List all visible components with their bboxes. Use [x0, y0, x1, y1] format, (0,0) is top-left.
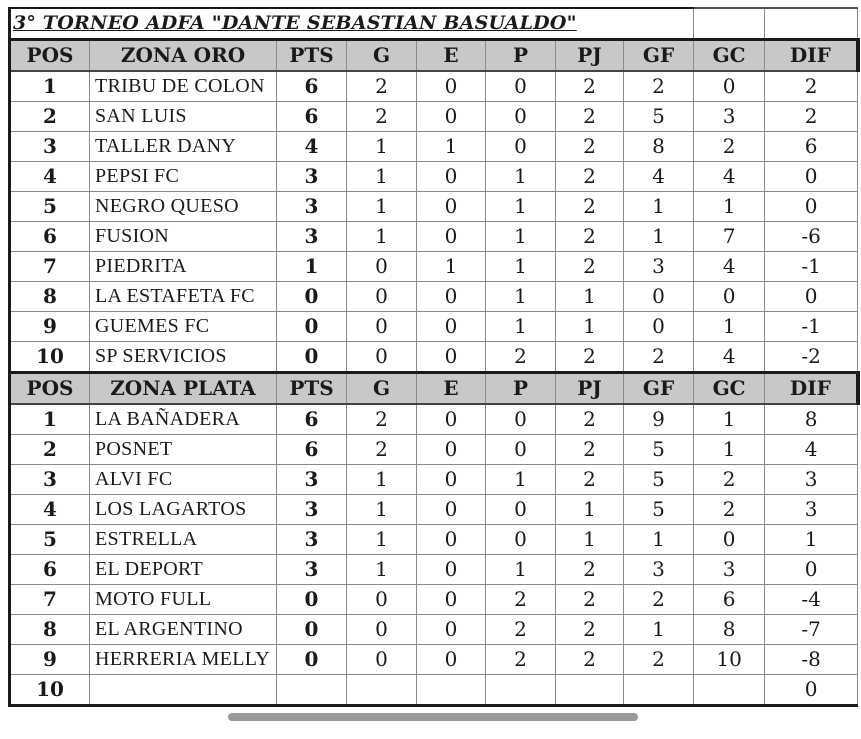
table-row — [10, 102, 858, 132]
table-row — [10, 282, 858, 312]
pts-cell[interactable]: 6 — [277, 404, 347, 435]
pts-cell[interactable]: 3 — [277, 525, 347, 555]
pts-cell[interactable]: 3 — [277, 222, 347, 252]
column-header-p[interactable]: P — [486, 40, 556, 72]
p-cell[interactable]: 0 — [486, 525, 556, 555]
team-name-cell[interactable]: PEPSI FC — [90, 162, 277, 192]
gc-cell[interactable]: 2 — [694, 495, 765, 525]
gf-cell[interactable]: 3 — [624, 252, 694, 282]
e-cell[interactable]: 0 — [417, 342, 486, 373]
pos-cell[interactable]: 9 — [10, 312, 90, 342]
pos-cell[interactable]: 1 — [10, 404, 90, 435]
gc-cell[interactable]: 1 — [694, 435, 765, 465]
g-cell[interactable]: 1 — [347, 525, 417, 555]
pos-cell[interactable]: 10 — [10, 342, 90, 373]
table-row — [10, 675, 858, 706]
e-cell[interactable]: 0 — [417, 585, 486, 615]
p-cell[interactable]: 1 — [486, 312, 556, 342]
team-name-cell[interactable]: SP SERVICIOS — [90, 342, 277, 373]
zona_plata-header-row — [10, 373, 858, 405]
dif-cell[interactable]: 8 — [765, 404, 858, 435]
g-cell[interactable]: 0 — [347, 282, 417, 312]
pj-cell[interactable]: 2 — [556, 342, 624, 373]
column-header-pj[interactable]: PJ — [556, 40, 624, 72]
pos-cell[interactable]: 5 — [10, 525, 90, 555]
zone-label[interactable]: ZONA PLATA — [90, 373, 277, 405]
pts-cell[interactable]: 0 — [277, 282, 347, 312]
pj-cell[interactable]: 2 — [556, 252, 624, 282]
p-cell[interactable]: 2 — [486, 615, 556, 645]
team-name-cell[interactable]: TALLER DANY — [90, 132, 277, 162]
dif-cell[interactable]: 2 — [765, 71, 858, 102]
gf-cell[interactable] — [624, 675, 694, 706]
column-header-gf[interactable]: GF — [624, 373, 694, 405]
gf-cell[interactable]: 0 — [624, 282, 694, 312]
table-row — [10, 312, 858, 342]
pj-cell[interactable]: 2 — [556, 222, 624, 252]
standings-table — [8, 7, 860, 707]
team-name-cell[interactable]: EL ARGENTINO — [90, 615, 277, 645]
blank-cell[interactable] — [765, 8, 858, 40]
gf-cell[interactable]: 1 — [624, 192, 694, 222]
dif-cell[interactable]: 6 — [765, 132, 858, 162]
gc-cell[interactable]: 1 — [694, 404, 765, 435]
pts-cell[interactable]: 0 — [277, 312, 347, 342]
g-cell[interactable]: 1 — [347, 162, 417, 192]
gc-cell[interactable]: 7 — [694, 222, 765, 252]
e-cell[interactable]: 0 — [417, 465, 486, 495]
team-name-cell[interactable]: EL DEPORT — [90, 555, 277, 585]
dif-cell[interactable]: 3 — [765, 465, 858, 495]
team-name-cell[interactable]: ESTRELLA — [90, 525, 277, 555]
g-cell[interactable]: 1 — [347, 495, 417, 525]
column-header-g[interactable]: G — [347, 40, 417, 72]
e-cell[interactable]: 0 — [417, 525, 486, 555]
dif-cell[interactable]: -6 — [765, 222, 858, 252]
pos-cell[interactable]: 3 — [10, 465, 90, 495]
g-cell[interactable]: 0 — [347, 615, 417, 645]
pts-cell[interactable]: 6 — [277, 71, 347, 102]
gc-cell[interactable]: 1 — [694, 312, 765, 342]
column-header-e[interactable]: E — [417, 373, 486, 405]
table-row — [10, 585, 858, 615]
p-cell[interactable]: 1 — [486, 465, 556, 495]
pts-cell[interactable]: 6 — [277, 435, 347, 465]
pj-cell[interactable]: 2 — [556, 435, 624, 465]
g-cell[interactable]: 0 — [347, 342, 417, 373]
pj-cell[interactable]: 2 — [556, 465, 624, 495]
column-header-pos[interactable]: POS — [10, 40, 90, 72]
pts-cell[interactable]: 3 — [277, 555, 347, 585]
pj-cell[interactable]: 2 — [556, 71, 624, 102]
dif-cell[interactable]: -1 — [765, 312, 858, 342]
gc-cell[interactable]: 0 — [694, 71, 765, 102]
e-cell[interactable]: 1 — [417, 132, 486, 162]
team-name-cell[interactable]: SAN LUIS — [90, 102, 277, 132]
pj-cell[interactable]: 1 — [556, 282, 624, 312]
pts-cell[interactable]: 4 — [277, 132, 347, 162]
p-cell[interactable]: 0 — [486, 102, 556, 132]
gf-cell[interactable]: 4 — [624, 162, 694, 192]
pos-cell[interactable]: 5 — [10, 192, 90, 222]
pts-cell[interactable] — [277, 675, 347, 706]
pts-cell[interactable]: 3 — [277, 465, 347, 495]
gf-cell[interactable]: 8 — [624, 132, 694, 162]
pos-cell[interactable]: 7 — [10, 585, 90, 615]
pos-cell[interactable]: 3 — [10, 132, 90, 162]
pos-cell[interactable]: 10 — [10, 675, 90, 706]
pj-cell[interactable]: 2 — [556, 192, 624, 222]
gf-cell[interactable]: 0 — [624, 312, 694, 342]
g-cell[interactable]: 0 — [347, 585, 417, 615]
g-cell[interactable]: 0 — [347, 312, 417, 342]
pts-cell[interactable]: 6 — [277, 102, 347, 132]
team-name-cell[interactable]: NEGRO QUESO — [90, 192, 277, 222]
table-row — [10, 71, 858, 102]
dif-cell[interactable]: 4 — [765, 435, 858, 465]
p-cell[interactable]: 0 — [486, 435, 556, 465]
column-header-dif[interactable]: DIF — [765, 373, 858, 405]
dif-cell[interactable]: 1 — [765, 525, 858, 555]
dif-cell[interactable]: 0 — [765, 162, 858, 192]
dif-cell[interactable]: 3 — [765, 495, 858, 525]
team-name-cell[interactable] — [90, 675, 277, 706]
dif-cell[interactable]: -7 — [765, 615, 858, 645]
dif-cell[interactable]: -2 — [765, 342, 858, 373]
team-name-cell[interactable]: ALVI FC — [90, 465, 277, 495]
e-cell[interactable]: 0 — [417, 435, 486, 465]
gf-cell[interactable]: 2 — [624, 585, 694, 615]
table-row — [10, 222, 858, 252]
pts-cell[interactable]: 0 — [277, 342, 347, 373]
e-cell[interactable]: 0 — [417, 162, 486, 192]
p-cell[interactable]: 1 — [486, 282, 556, 312]
pos-cell[interactable]: 1 — [10, 71, 90, 102]
e-cell[interactable]: 0 — [417, 222, 486, 252]
pos-cell[interactable]: 7 — [10, 252, 90, 282]
column-header-pts[interactable]: PTS — [277, 40, 347, 72]
gc-cell[interactable]: 3 — [694, 102, 765, 132]
tournament-title[interactable]: 3° TORNEO ADFA "DANTE SEBASTIAN BASUALDO" — [10, 8, 694, 40]
g-cell[interactable]: 1 — [347, 192, 417, 222]
team-name-cell[interactable]: LA BAÑADERA — [90, 404, 277, 435]
gc-cell[interactable]: 2 — [694, 132, 765, 162]
column-header-dif[interactable]: DIF — [765, 40, 858, 72]
gc-cell[interactable]: 3 — [694, 555, 765, 585]
e-cell[interactable]: 0 — [417, 192, 486, 222]
e-cell[interactable]: 1 — [417, 252, 486, 282]
pj-cell[interactable]: 2 — [556, 585, 624, 615]
column-header-gc[interactable]: GC — [694, 40, 765, 72]
e-cell[interactable]: 0 — [417, 404, 486, 435]
team-name-cell[interactable]: FUSION — [90, 222, 277, 252]
gc-cell[interactable] — [694, 675, 765, 706]
pts-cell[interactable]: 1 — [277, 252, 347, 282]
e-cell[interactable]: 0 — [417, 495, 486, 525]
table-row — [10, 495, 858, 525]
p-cell[interactable]: 2 — [486, 342, 556, 373]
pj-cell[interactable]: 1 — [556, 312, 624, 342]
gf-cell[interactable]: 1 — [624, 525, 694, 555]
g-cell[interactable]: 2 — [347, 102, 417, 132]
team-name-cell[interactable]: HERRERIA MELLY — [90, 645, 277, 675]
pos-cell[interactable]: 6 — [10, 222, 90, 252]
p-cell[interactable]: 1 — [486, 555, 556, 585]
pos-cell[interactable]: 9 — [10, 645, 90, 675]
column-header-gf[interactable]: GF — [624, 40, 694, 72]
table-row — [10, 555, 858, 585]
p-cell[interactable]: 2 — [486, 645, 556, 675]
pts-cell[interactable]: 3 — [277, 495, 347, 525]
title-row — [10, 8, 858, 40]
zona_oro-header-row — [10, 40, 858, 72]
column-header-pts[interactable]: PTS — [277, 373, 347, 405]
e-cell[interactable]: 0 — [417, 102, 486, 132]
gf-cell[interactable]: 1 — [624, 615, 694, 645]
table-row — [10, 342, 858, 373]
g-cell[interactable]: 2 — [347, 71, 417, 102]
pos-cell[interactable]: 2 — [10, 435, 90, 465]
p-cell[interactable]: 1 — [486, 192, 556, 222]
p-cell[interactable] — [486, 675, 556, 706]
dif-cell[interactable]: 0 — [765, 192, 858, 222]
table-row — [10, 404, 858, 435]
pj-cell[interactable]: 2 — [556, 645, 624, 675]
e-cell[interactable]: 0 — [417, 645, 486, 675]
column-header-gc[interactable]: GC — [694, 373, 765, 405]
g-cell[interactable]: 1 — [347, 132, 417, 162]
p-cell[interactable]: 0 — [486, 132, 556, 162]
pos-cell[interactable]: 8 — [10, 282, 90, 312]
team-name-cell[interactable]: POSNET — [90, 435, 277, 465]
p-cell[interactable]: 2 — [486, 585, 556, 615]
gf-cell[interactable]: 9 — [624, 404, 694, 435]
gf-cell[interactable]: 2 — [624, 645, 694, 675]
table-row — [10, 162, 858, 192]
table-row — [10, 252, 858, 282]
pj-cell[interactable]: 2 — [556, 102, 624, 132]
g-cell[interactable]: 1 — [347, 222, 417, 252]
p-cell[interactable]: 1 — [486, 252, 556, 282]
g-cell[interactable]: 0 — [347, 252, 417, 282]
e-cell[interactable]: 0 — [417, 282, 486, 312]
e-cell[interactable] — [417, 675, 486, 706]
pj-cell[interactable]: 2 — [556, 162, 624, 192]
pts-cell[interactable]: 3 — [277, 162, 347, 192]
gc-cell[interactable]: 1 — [694, 192, 765, 222]
team-name-cell[interactable]: GUEMES FC — [90, 312, 277, 342]
table-row — [10, 465, 858, 495]
horizontal-scrollbar[interactable] — [228, 713, 638, 721]
p-cell[interactable]: 0 — [486, 404, 556, 435]
table-row — [10, 645, 858, 675]
column-header-p[interactable]: P — [486, 373, 556, 405]
team-name-cell[interactable]: PIEDRITA — [90, 252, 277, 282]
gf-cell[interactable]: 2 — [624, 71, 694, 102]
team-name-cell[interactable]: TRIBU DE COLON — [90, 71, 277, 102]
gf-cell[interactable]: 2 — [624, 342, 694, 373]
table-row — [10, 192, 858, 222]
p-cell[interactable]: 0 — [486, 495, 556, 525]
dif-cell[interactable]: -4 — [765, 585, 858, 615]
pj-cell[interactable]: 2 — [556, 132, 624, 162]
p-cell[interactable]: 1 — [486, 222, 556, 252]
gc-cell[interactable]: 0 — [694, 282, 765, 312]
dif-cell[interactable]: 0 — [765, 282, 858, 312]
zone-label[interactable]: ZONA ORO — [90, 40, 277, 72]
team-name-cell[interactable]: MOTO FULL — [90, 585, 277, 615]
g-cell[interactable]: 0 — [347, 645, 417, 675]
gc-cell[interactable]: 8 — [694, 615, 765, 645]
g-cell[interactable]: 1 — [347, 555, 417, 585]
blank-cell[interactable] — [694, 8, 765, 40]
table-row — [10, 132, 858, 162]
gf-cell[interactable]: 5 — [624, 495, 694, 525]
table-row — [10, 525, 858, 555]
gc-cell[interactable]: 4 — [694, 162, 765, 192]
dif-cell[interactable]: 0 — [765, 555, 858, 585]
e-cell[interactable]: 0 — [417, 71, 486, 102]
pos-cell[interactable]: 8 — [10, 615, 90, 645]
pos-cell[interactable]: 6 — [10, 555, 90, 585]
gf-cell[interactable]: 3 — [624, 555, 694, 585]
gf-cell[interactable]: 5 — [624, 465, 694, 495]
pos-cell[interactable]: 2 — [10, 102, 90, 132]
column-header-g[interactable]: G — [347, 373, 417, 405]
gf-cell[interactable]: 5 — [624, 102, 694, 132]
pts-cell[interactable]: 3 — [277, 192, 347, 222]
pts-cell[interactable]: 0 — [277, 615, 347, 645]
gc-cell[interactable]: 4 — [694, 342, 765, 373]
pj-cell[interactable]: 2 — [556, 615, 624, 645]
g-cell[interactable]: 2 — [347, 404, 417, 435]
e-cell[interactable]: 0 — [417, 555, 486, 585]
gf-cell[interactable]: 1 — [624, 222, 694, 252]
pts-cell[interactable]: 0 — [277, 585, 347, 615]
table-row — [10, 615, 858, 645]
pts-cell[interactable]: 0 — [277, 645, 347, 675]
pj-cell[interactable]: 1 — [556, 525, 624, 555]
pj-cell[interactable]: 2 — [556, 404, 624, 435]
team-name-cell[interactable]: LA ESTAFETA FC — [90, 282, 277, 312]
dif-cell[interactable]: 0 — [765, 675, 858, 706]
gc-cell[interactable]: 6 — [694, 585, 765, 615]
g-cell[interactable]: 1 — [347, 465, 417, 495]
column-header-pos[interactable]: POS — [10, 373, 90, 405]
table-row — [10, 435, 858, 465]
dif-cell[interactable]: -8 — [765, 645, 858, 675]
gc-cell[interactable]: 0 — [694, 525, 765, 555]
team-name-cell[interactable]: LOS LAGARTOS — [90, 495, 277, 525]
pos-cell[interactable]: 4 — [10, 162, 90, 192]
gc-cell[interactable]: 4 — [694, 252, 765, 282]
dif-cell[interactable]: 2 — [765, 102, 858, 132]
g-cell[interactable] — [347, 675, 417, 706]
pj-cell[interactable]: 2 — [556, 555, 624, 585]
p-cell[interactable]: 0 — [486, 71, 556, 102]
dif-cell[interactable]: -1 — [765, 252, 858, 282]
e-cell[interactable]: 0 — [417, 312, 486, 342]
e-cell[interactable]: 0 — [417, 615, 486, 645]
column-header-e[interactable]: E — [417, 40, 486, 72]
gf-cell[interactable]: 5 — [624, 435, 694, 465]
g-cell[interactable]: 2 — [347, 435, 417, 465]
column-header-pj[interactable]: PJ — [556, 373, 624, 405]
gc-cell[interactable]: 10 — [694, 645, 765, 675]
pj-cell[interactable] — [556, 675, 624, 706]
p-cell[interactable]: 1 — [486, 162, 556, 192]
pos-cell[interactable]: 4 — [10, 495, 90, 525]
gc-cell[interactable]: 2 — [694, 465, 765, 495]
pj-cell[interactable]: 1 — [556, 495, 624, 525]
